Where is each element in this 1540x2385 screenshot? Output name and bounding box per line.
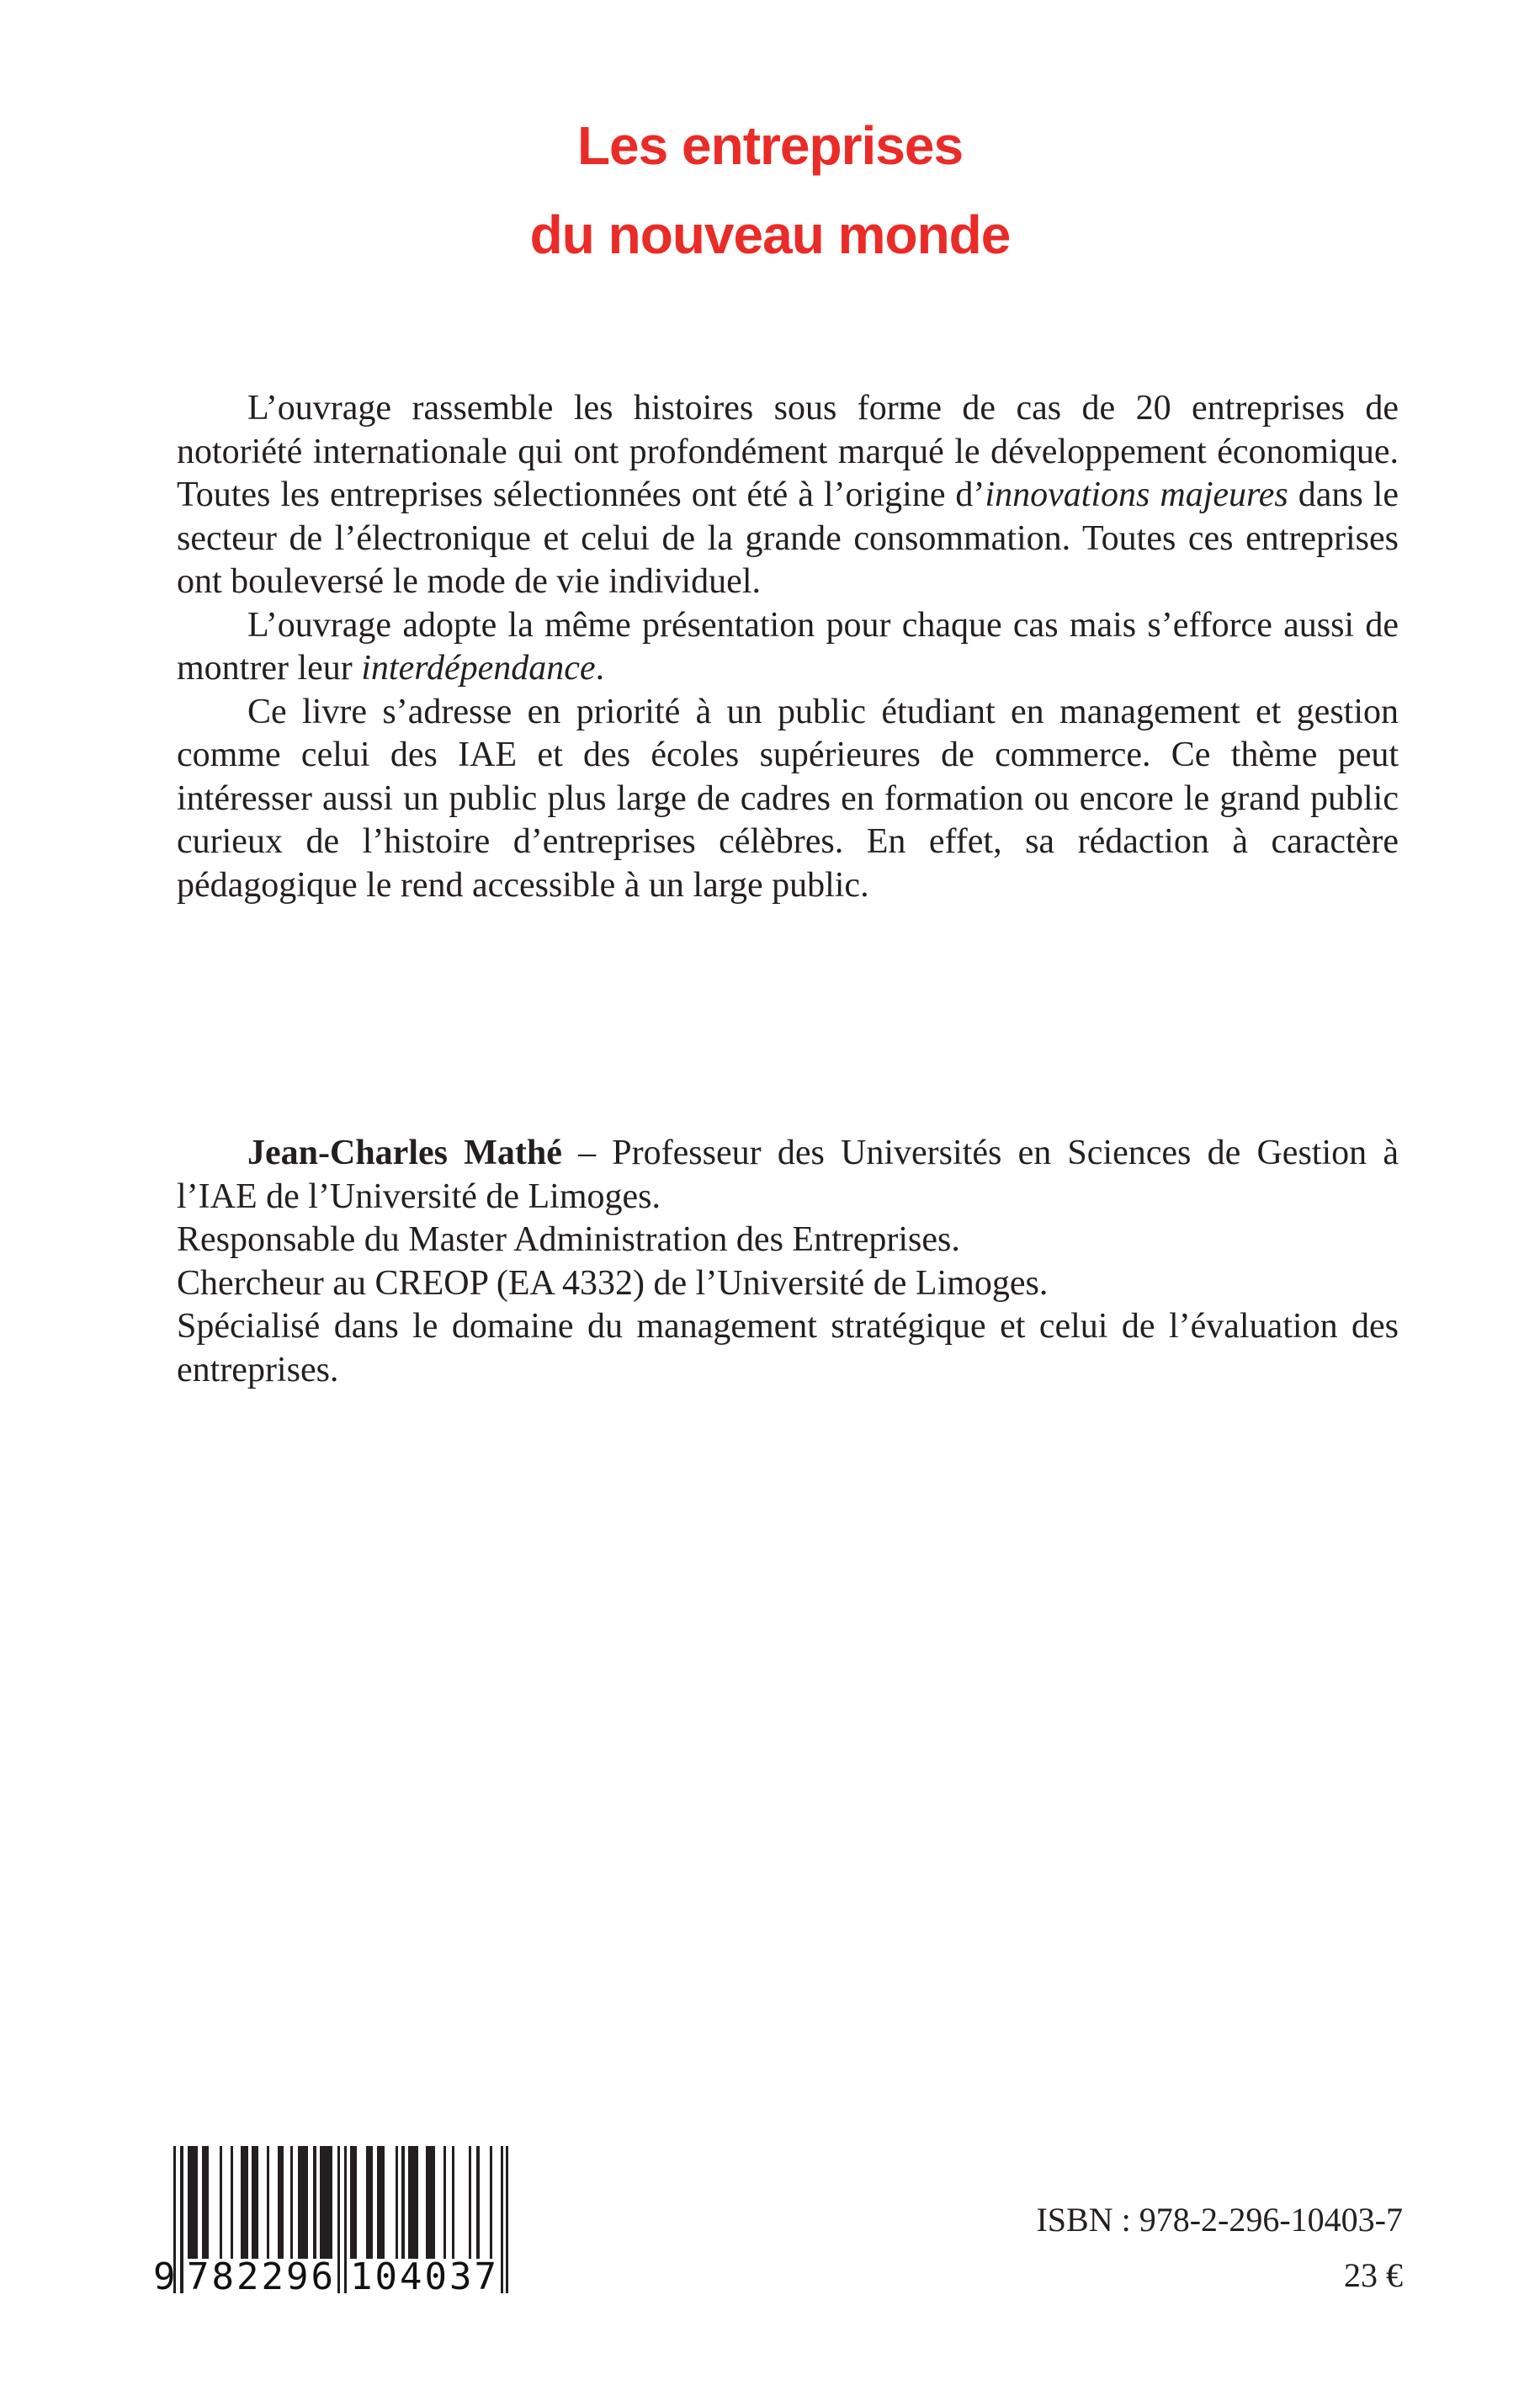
price: 23 €: [1344, 2256, 1403, 2294]
book-title: [0, 101, 1540, 279]
author-bio-line-1: [177, 1132, 1399, 1219]
blurb-paragraph-2: [177, 604, 1399, 691]
author-title: – Professeur des Universités en Sciences de Gestion à l’IAE de l’Université de Limoges.: [177, 1134, 1399, 1216]
blurb-emphasis: interdépendance: [361, 649, 596, 688]
barcode-digit-prefix: 9: [153, 2255, 176, 2298]
barcode-digits-right: 104037: [350, 2255, 499, 2298]
blurb-text: .: [595, 649, 605, 688]
author-bio-line-2: Responsable du Master Administration des Entreprises.: [177, 1220, 960, 1259]
author-bio: [177, 1132, 1399, 1392]
blurb-text: L’ouvrage adopte la même présentation pour chaque cas mais s’efforce aussi de montrer leur: [177, 605, 1399, 688]
barcode-digits: [153, 2255, 508, 2301]
barcode-digits-left: 782296: [187, 2255, 336, 2298]
blurb-text: dans le secteur de l’électronique et celui de la grande consommation. Toutes ces entreprises ont bouleversé le mode de vie individuel.: [177, 475, 1399, 601]
blurb-paragraph-3: Ce livre s’adresse en priorité à un public étudiant en management et gestion comme celui des IAE et des écoles supérieures de commerce. Ce thème peut intéresser aussi un public plus large de cadres en formation ou encore le grand public curieux de l’histoire d’entreprises célèbres. En effet, sa rédaction à caractère pédagogique le rend accessible à un large public.: [177, 692, 1399, 905]
author-bio-line-4: Spécialisé dans le domaine du management stratégique et celui de l’évaluation des entreprises.: [177, 1307, 1399, 1389]
title-line-1: Les entreprises: [576, 115, 964, 176]
author-bio-line-3: Chercheur au CREOP (EA 4332) de l’Université de Limoges.: [177, 1263, 1049, 1303]
author-name: Jean-Charles Mathé: [247, 1134, 562, 1172]
title-line-2: du nouveau monde: [529, 205, 1011, 265]
blurb-emphasis: innovations majeures: [985, 475, 1288, 514]
blurb-paragraph-1: [177, 387, 1399, 604]
isbn-barcode: [153, 2146, 508, 2298]
isbn-number: ISBN : 978-2-296-10403-7: [1036, 2201, 1403, 2239]
blurb-text: L’ouvrage rassemble les histoires sous forme de cas de 20 entreprises de notoriété internationale qui ont profondément marqué le développement économique. Toutes les entreprises sélectionnées ont été à l’origine d’: [177, 389, 1399, 514]
book-blurb: [177, 387, 1399, 907]
